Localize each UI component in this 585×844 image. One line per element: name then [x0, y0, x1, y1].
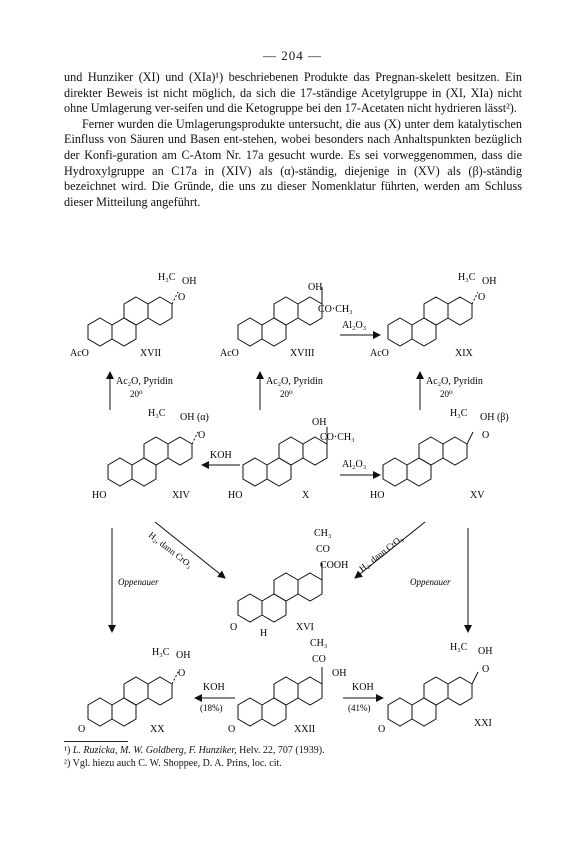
label-o-xvii: O [178, 292, 186, 303]
label-ho-xv: HO [370, 490, 385, 501]
compound-xv: XV [470, 490, 485, 501]
label-aco-xix: AcO [370, 348, 389, 359]
reagent-oppenauer-right: Oppenauer [410, 577, 451, 587]
reagent-al2o3-top: Al₂O₃ [342, 320, 367, 331]
structure-xviii [238, 287, 322, 346]
reagent-ac2o-right: Ac₂O, Pyridin [426, 376, 483, 387]
structure-xiv [108, 432, 198, 486]
structure-xvi [238, 563, 322, 622]
footnote-1-ref: Helv. 22, 707 (1939). [236, 745, 325, 756]
label-oh-xxi: OH [478, 646, 493, 657]
label-o-xv: O [482, 430, 490, 441]
compound-xxi: XXI [474, 718, 492, 729]
paragraph-2: Ferner wurden die Umlagerungsprodukte untersucht, die aus (X) unter dem katalytischen Einfluss von Säuren und Basen ent-stehen, wobei besonders nach Anhaltspunkten bezüglich der Konfi-guration am C-Atom Nr. 17a gesucht wurde. Es sei vorweggenommen, dass die Hydroxylgruppe an C17a in (XIV) als (α)-ständig, diejenige in (XV) als (β)-ständig bezeichnet wird. Die Gründe, die uns zu dieser Nomenklatur führten, werden am Schluss dieser Mitteilung angeführt. [64, 116, 522, 209]
compound-xvi: XVI [296, 622, 314, 633]
label-oh-alpha-xiv: OH (α) [180, 412, 209, 423]
label-o-xix: O [478, 292, 486, 303]
reagent-h2-cro3-left: H₂, dann CrO₃ [146, 529, 195, 570]
label-ho-x: HO [228, 490, 243, 501]
label-oh-xviii: OH [308, 282, 323, 293]
footnote-1-authors: L. Ruzicka, M. W. Goldberg, F. Hunziker, [72, 745, 237, 756]
label-o-xxi: O [482, 664, 490, 675]
label-oh-beta-xv: OH (β) [480, 412, 509, 423]
footnotes [64, 744, 524, 770]
label-o-xx: O [178, 668, 186, 679]
label-aco-xvii: AcO [70, 348, 89, 359]
compound-x: X [302, 490, 310, 501]
compound-xxii: XXII [294, 724, 316, 735]
footnote-rule [64, 741, 128, 742]
label-o-xxi-ring: O [378, 724, 386, 735]
label-coch3-x: CO·CH₃ [320, 432, 355, 443]
label-co-xvi: CO [316, 544, 330, 555]
footnote-1-mark: ¹) [64, 745, 71, 756]
label-o-xiv: O [198, 430, 206, 441]
reagent-koh-bottom-left: KOH [203, 682, 225, 693]
label-h3c-xix: H₃C [458, 272, 476, 283]
label-h3c-xx: H₃C [152, 647, 170, 658]
label-oh-xvii: OH [182, 276, 197, 287]
label-o-xvi: O [230, 622, 238, 633]
structure-xv [383, 432, 473, 486]
label-ch3-xxii: CH₃ [310, 638, 328, 649]
label-o-xxii-ring: O [228, 724, 236, 735]
label-ho-xiv: HO [92, 490, 107, 501]
label-h3c-xv: H₃C [450, 408, 468, 419]
label-h3c-xxi: H₃C [450, 642, 468, 653]
reagent-temp-right: 20⁰ [440, 389, 453, 399]
label-oh-xix: OH [482, 276, 497, 287]
label-h3c-xiv: H₃C [148, 408, 166, 419]
footnote-2 [64, 757, 524, 770]
reagent-yield-18: (18%) [200, 703, 223, 713]
reagent-yield-41: (41%) [348, 703, 371, 713]
reagent-koh-bottom-right: KOH [352, 682, 374, 693]
reagent-temp-left: 20⁰ [130, 389, 143, 399]
compound-xvii: XVII [140, 348, 162, 359]
compound-xiv: XIV [172, 490, 190, 501]
page-number: — 204 — [263, 48, 322, 63]
label-co-xxii: CO [312, 654, 326, 665]
structure-xix [388, 292, 478, 346]
reagent-oppenauer-left: Oppenauer [118, 577, 159, 587]
label-ch3-xvi: CH₃ [314, 528, 332, 539]
footnote-2-authors: Vgl. hiezu auch C. W. Shoppee, D. A. Prins, [72, 758, 250, 769]
label-cooh-xvi: COOH [320, 560, 349, 571]
compound-xx: XX [150, 724, 165, 735]
footnote-1 [64, 744, 524, 757]
reagent-temp-mid: 20⁰ [280, 389, 293, 399]
label-h3c-xvii: H₃C [158, 272, 176, 283]
footnote-2-ref: loc. cit. [249, 758, 282, 769]
reagent-ac2o-left: Ac₂O, Pyridin [116, 376, 173, 387]
label-oh-xx: OH [176, 650, 191, 661]
paragraph-1: und Hunziker (XI) und (XIa)¹) beschriebenen Produkte das Pregnan-skelett besitzen. Ein direkter Beweis ist nicht möglich, da sich die 17-ständige Acetylgruppe in (XI, XIa) nicht ohne Umlagerung ver-seifen und die Ketogruppe bei den 17-Acetaten nicht hydrieren lässt²). [64, 70, 522, 116]
structure-xxii [238, 667, 322, 726]
reagent-h2-cro3-right: H₂, dann CrO₃ [357, 533, 405, 574]
label-coch3-xviii: CO·CH₃ [318, 304, 353, 315]
compound-xix: XIX [455, 348, 473, 359]
compound-xviii: XVIII [290, 348, 315, 359]
label-oh-xxii: OH [332, 668, 347, 679]
label-oh-x: OH [312, 417, 327, 428]
reagent-ac2o-mid: Ac₂O, Pyridin [266, 376, 323, 387]
structure-xx [88, 672, 178, 726]
structure-xxi [388, 672, 478, 726]
reagent-koh-left: KOH [210, 450, 232, 461]
footnote-2-mark: ²) [64, 758, 71, 769]
label-h-xvi: H [260, 628, 268, 639]
reaction-scheme [0, 260, 585, 740]
structure-x [243, 427, 327, 486]
body-text [64, 70, 522, 210]
label-o-xx-ring: O [78, 724, 86, 735]
label-aco-xviii: AcO [220, 348, 239, 359]
reagent-al2o3-mid: Al₂O₃ [342, 459, 367, 470]
structure-xvii [88, 292, 178, 346]
